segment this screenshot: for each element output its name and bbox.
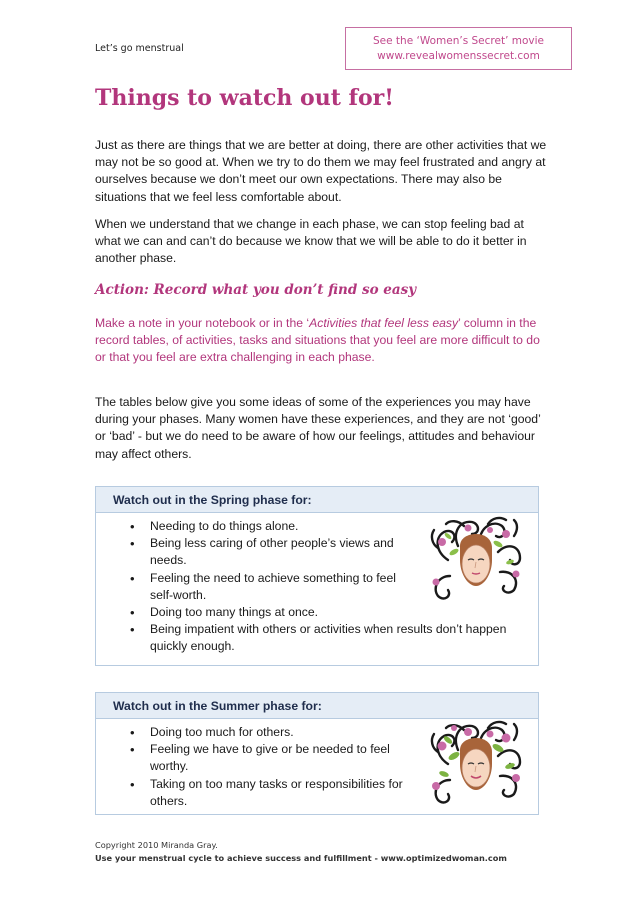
running-header: Let’s go menstrual bbox=[95, 43, 184, 54]
intro-paragraph-1: Just as there are things that we are better at doing, there are other activities that we may not be so good at. When we try to do them we may feel frustrated and angry at ourselves because we don’t meet our own expectations. There may also be situations that we feel less comfortable about. bbox=[95, 138, 547, 204]
promo-box[interactable] bbox=[345, 27, 572, 70]
list-item: • Needing to do things alone. bbox=[128, 518, 520, 535]
page-footer bbox=[95, 839, 507, 865]
promo-title: See the ‘Women’s Secret’ movie bbox=[373, 35, 544, 47]
list-item: • Doing too much for others. bbox=[128, 724, 520, 741]
action-text-emphasis: Activities that feel less easy bbox=[309, 316, 459, 330]
footer-tagline: Use your menstrual cycle to achieve success and fulfillment - www.optimizedwoman.com bbox=[95, 853, 507, 863]
summer-phase-heading: Watch out in the Summer phase for: bbox=[96, 693, 538, 719]
list-item: • Being impatient with others or activities when results don’t happen quickly enough. bbox=[128, 621, 520, 655]
action-text-before: Make a note in your notebook or in the ‘ bbox=[95, 316, 310, 330]
list-item: • Taking on too many tasks or responsibilities for others. bbox=[128, 776, 408, 810]
list-item: • Feeling the need to achieve something to feel self-worth. bbox=[128, 570, 408, 604]
action-heading: Action: Record what you don’t find so easy bbox=[95, 282, 417, 298]
summer-woman-illustration bbox=[428, 720, 524, 812]
spring-phase-heading: Watch out in the Spring phase for: bbox=[96, 487, 538, 513]
promo-link[interactable]: www.revealwomenssecret.com bbox=[377, 50, 540, 62]
tables-intro-paragraph: The tables below give you some ideas of some of the experiences you may have during your phases. Many women have these experiences, and they are not ‘good’ or ‘bad’ - but we do need to be aware of how our feelings, attitudes and behaviour may affect others. bbox=[95, 395, 541, 461]
list-item: • Being less caring of other people’s views and needs. bbox=[128, 535, 408, 569]
list-item: • Feeling we have to give or be needed to feel worthy. bbox=[128, 741, 408, 775]
intro-paragraph-2: When we understand that we change in each phase, we can stop feeling bad at what we can and can’t do because we know that we will be able to do it better in another phase. bbox=[95, 217, 527, 266]
action-text-after: ’ column in the record tables, of activities, tasks and situations that you feel are more difficult to do or that you feel are extra challenging in each phase. bbox=[95, 316, 540, 365]
spring-woman-illustration bbox=[428, 516, 524, 608]
list-item: • Doing too many things at once. bbox=[128, 604, 520, 621]
page-title: Things to watch out for! bbox=[95, 85, 394, 111]
action-paragraph bbox=[95, 315, 550, 367]
footer-copyright: Copyright 2010 Miranda Gray. bbox=[95, 840, 218, 850]
